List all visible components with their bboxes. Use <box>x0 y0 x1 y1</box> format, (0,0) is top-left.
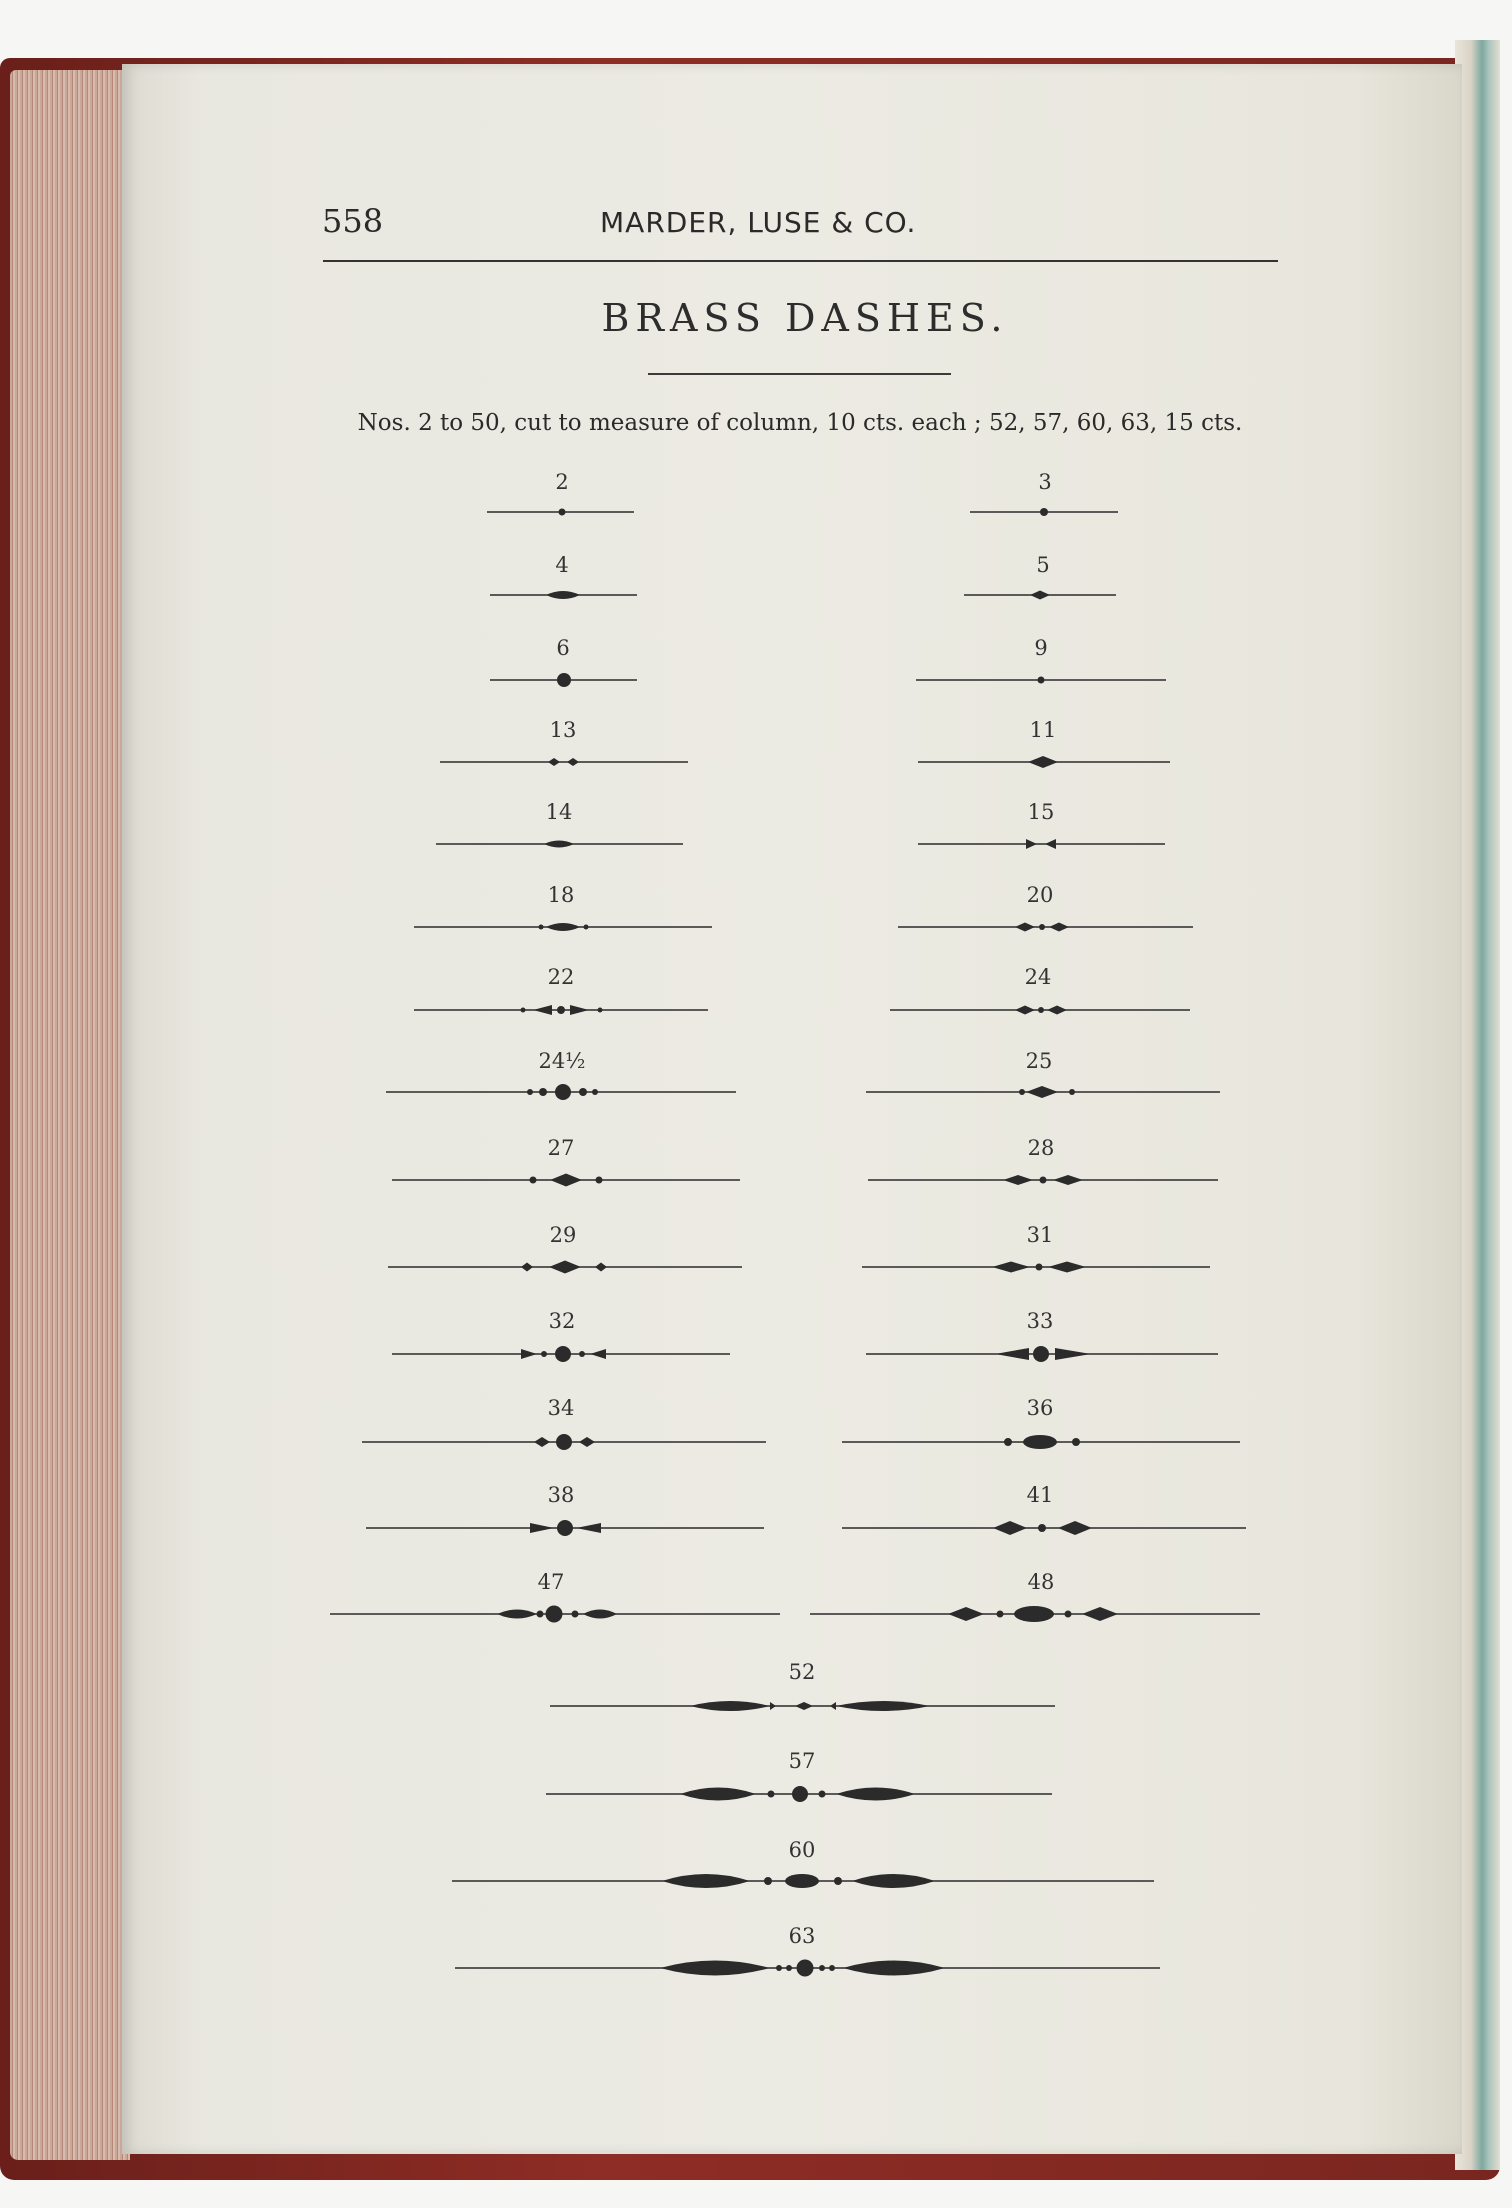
dash-32-arrow <box>590 1349 606 1359</box>
dash-32-dot <box>579 1351 585 1357</box>
dash-4-spindle <box>546 591 580 599</box>
dash-label-41: 41 <box>1026 1483 1054 1507</box>
dash-36-dot <box>1004 1438 1012 1446</box>
dash-60-oval <box>785 1874 819 1888</box>
dash-20-diamond <box>1015 923 1035 932</box>
dash-52-diamond <box>795 1702 813 1710</box>
dash-29-diamond <box>549 1261 581 1274</box>
dash-27-diamond <box>550 1174 582 1187</box>
dash-22-dot <box>521 1008 526 1013</box>
dash-38-arrow <box>576 1523 601 1533</box>
page-number: 558 <box>322 202 384 240</box>
dash-31-diamond <box>1048 1262 1086 1273</box>
dash-label-36: 36 <box>1026 1396 1054 1420</box>
dash-label-32: 32 <box>548 1309 576 1333</box>
dash-label-25: 25 <box>1025 1049 1053 1073</box>
price-note: Nos. 2 to 50, cut to measure of column, 10 cts. each ; 52, 57, 60, 63, 15 cts. <box>357 410 1243 436</box>
dash-label-22: 22 <box>547 965 575 989</box>
dash-label-47: 47 <box>537 1570 565 1594</box>
dash-31-diamond <box>992 1262 1030 1273</box>
dash-27-dot <box>530 1177 537 1184</box>
dash-57-spindle <box>680 1788 756 1801</box>
dash-57-dot <box>768 1791 775 1798</box>
dash-2-dot <box>559 509 566 516</box>
dash-41-diamond <box>993 1521 1027 1535</box>
dash-57-dot <box>819 1791 826 1798</box>
dash-34-diamond <box>579 1437 595 1447</box>
dash-52-spindle <box>836 1701 930 1711</box>
dash-33-arrow <box>995 1348 1029 1360</box>
dash-label-29: 29 <box>549 1223 577 1247</box>
dash-47-dot <box>572 1611 579 1618</box>
dash-5-diamond <box>1030 591 1050 600</box>
dash-22-dot <box>557 1006 565 1014</box>
dash-label-11: 11 <box>1029 718 1057 742</box>
dash-47-spindle <box>497 1610 537 1619</box>
dash-24-diamond <box>1015 1006 1035 1015</box>
dash-label-24-half: 24½ <box>538 1049 586 1073</box>
dash-9-dot <box>1038 677 1045 684</box>
dash-48-oval <box>1014 1606 1054 1622</box>
dash-label-4: 4 <box>555 553 569 577</box>
running-head: MARDER, LUSE & CO. <box>600 206 917 239</box>
dash-63-dot <box>829 1965 835 1971</box>
dash-60-spindle <box>662 1874 750 1888</box>
dash-63-dot <box>797 1960 814 1977</box>
dash-3-dot <box>1040 508 1048 516</box>
dash-52-arrow <box>830 1702 836 1710</box>
dash-label-18: 18 <box>547 883 575 907</box>
dash-label-2: 2 <box>555 470 569 494</box>
dash-label-31: 31 <box>1026 1223 1054 1247</box>
dash-6-dot <box>557 673 571 687</box>
page-title: BRASS DASHES. <box>601 296 1009 340</box>
dash-29-diamond <box>521 1263 533 1272</box>
dash-48-diamond <box>948 1607 984 1621</box>
dash-label-52: 52 <box>788 1660 816 1684</box>
dash-15-arrow <box>1026 839 1037 849</box>
dash-33-dot <box>1033 1346 1049 1362</box>
dash-32-dot <box>555 1346 571 1362</box>
dash-label-15: 15 <box>1027 800 1055 824</box>
dash-36-dot <box>1072 1438 1080 1446</box>
dash-24-half-dot <box>555 1084 571 1100</box>
dash-label-33: 33 <box>1026 1309 1054 1333</box>
dash-57-dot <box>792 1786 808 1802</box>
dash-25-dot <box>1069 1089 1075 1095</box>
dash-label-6: 6 <box>556 636 570 660</box>
dash-41-dot <box>1038 1524 1046 1532</box>
dash-label-3: 3 <box>1038 470 1052 494</box>
dash-31-dot <box>1036 1264 1043 1271</box>
dash-29-diamond <box>595 1263 607 1272</box>
dash-24-half-dot <box>579 1088 587 1096</box>
dash-63-dot <box>819 1965 825 1971</box>
dash-label-34: 34 <box>547 1396 575 1420</box>
dash-24-half-dot <box>592 1089 598 1095</box>
dash-25-diamond <box>1026 1086 1058 1098</box>
dash-label-60: 60 <box>788 1838 816 1862</box>
dash-38-arrow <box>530 1523 554 1533</box>
dash-15-arrow <box>1045 839 1056 849</box>
dash-38-dot <box>557 1520 573 1536</box>
dash-label-27: 27 <box>547 1136 575 1160</box>
dash-label-13: 13 <box>549 718 577 742</box>
dash-63-spindle <box>843 1961 945 1976</box>
dash-22-arrow <box>533 1005 552 1015</box>
dash-label-28: 28 <box>1027 1136 1055 1160</box>
dash-47-spindle <box>583 1610 617 1619</box>
dash-label-24: 24 <box>1024 965 1052 989</box>
dash-label-38: 38 <box>547 1483 575 1507</box>
dash-34-diamond <box>534 1437 550 1447</box>
dash-label-63: 63 <box>788 1924 816 1948</box>
dash-18-dot <box>539 925 544 930</box>
dash-52-arrow <box>770 1702 776 1710</box>
dash-32-dot <box>541 1351 547 1357</box>
dash-label-48: 48 <box>1027 1570 1055 1594</box>
dash-13-diamond <box>567 758 579 766</box>
dash-13-diamond <box>548 758 560 766</box>
dash-63-spindle <box>660 1961 770 1976</box>
dash-52-spindle <box>690 1701 770 1711</box>
dash-48-dot <box>1065 1611 1072 1618</box>
dash-60-spindle <box>852 1874 935 1888</box>
dash-22-arrow <box>570 1005 589 1015</box>
dash-34-dot <box>556 1434 572 1450</box>
dash-60-dot <box>834 1877 842 1885</box>
dash-24-half-dot <box>539 1088 547 1096</box>
dash-28-dot <box>1040 1177 1047 1184</box>
dash-label-20: 20 <box>1026 883 1054 907</box>
dash-48-diamond <box>1082 1607 1118 1621</box>
dash-48-dot <box>997 1611 1004 1618</box>
dash-18-dot <box>584 925 589 930</box>
dash-20-diamond <box>1049 923 1069 932</box>
dash-47-dot <box>546 1606 563 1623</box>
dash-label-14: 14 <box>545 800 573 824</box>
dash-24-half-dot <box>527 1089 533 1095</box>
dash-label-5: 5 <box>1036 553 1050 577</box>
dash-14-spindle <box>544 841 574 848</box>
dash-25-dot <box>1019 1089 1025 1095</box>
dash-32-arrow <box>521 1349 537 1359</box>
dash-47-dot <box>537 1611 544 1618</box>
dash-label-57: 57 <box>788 1749 816 1773</box>
dash-18-spindle <box>546 923 580 931</box>
dash-27-dot <box>596 1177 603 1184</box>
dash-41-diamond <box>1058 1521 1092 1535</box>
dash-20-dot <box>1039 924 1045 930</box>
dash-57-spindle <box>836 1788 915 1801</box>
dash-63-dot <box>776 1965 782 1971</box>
dash-28-diamond <box>1053 1175 1083 1185</box>
dash-24-diamond <box>1047 1006 1067 1015</box>
dash-28-diamond <box>1003 1175 1033 1185</box>
dash-33-arrow <box>1055 1348 1091 1360</box>
dash-22-dot <box>598 1008 603 1013</box>
dash-11-diamond <box>1028 756 1058 768</box>
dash-label-9: 9 <box>1034 636 1048 660</box>
dash-60-dot <box>764 1877 772 1885</box>
dash-24-dot <box>1038 1007 1044 1013</box>
dash-63-dot <box>786 1965 792 1971</box>
dash-36-oval <box>1023 1435 1057 1449</box>
